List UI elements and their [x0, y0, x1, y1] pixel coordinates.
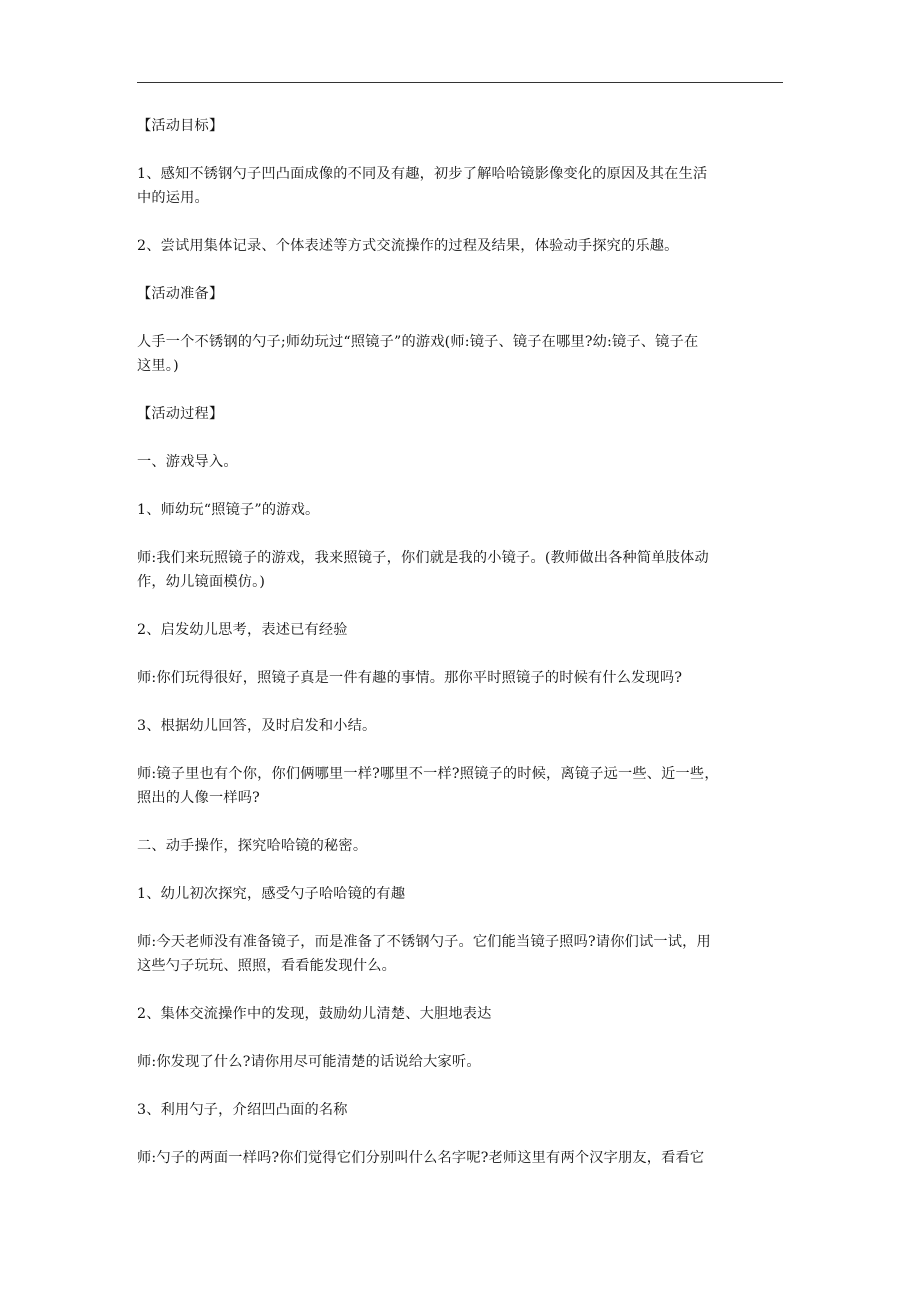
header-rule: [137, 82, 783, 83]
text-line: 2、启发幼儿思考，表述已有经验: [137, 622, 348, 638]
teacher-dialogue-1: [137, 546, 787, 594]
text-line: 这些勺子玩玩、照照，看看能发现什么。: [137, 958, 396, 974]
step-2-2: [137, 1002, 787, 1026]
preparation-text: [137, 330, 787, 378]
teacher-dialogue-4: [137, 930, 787, 978]
text-line: 作，幼儿镜面模仿。): [137, 574, 266, 590]
text-line: 3、根据幼儿回答，及时启发和小结。: [137, 718, 377, 734]
teacher-dialogue-5: [137, 1050, 787, 1074]
step-1-1: [137, 498, 787, 522]
heading-activity-preparation: [137, 282, 787, 306]
text-line: 师:今天老师没有准备镜子，而是准备了不锈钢勺子。它们能当镜子照吗?请你们试一试，用: [137, 934, 711, 950]
goal-item-2: [137, 234, 787, 258]
text-line: 二、动手操作，探究哈哈镜的秘密。: [137, 838, 368, 854]
step-2-1: [137, 882, 787, 906]
text-line: 人手一个不锈钢的勺子;师幼玩过“照镜子”的游戏(师:镜子、镜子在哪里?幼:镜子、镜子在: [137, 334, 699, 350]
text-line: 照出的人像一样吗?: [137, 790, 260, 806]
heading-activity-goals: [137, 114, 787, 138]
text-line: 师:你们玩得很好，照镜子真是一件有趣的事情。那你平时照镜子的时候有什么发现吗?: [137, 670, 683, 686]
text-line: 1、幼儿初次探究，感受勺子哈哈镜的有趣: [137, 886, 406, 902]
text-line: 【活动目标】: [137, 118, 224, 134]
step-1-2: [137, 618, 787, 642]
text-line: 一、游戏导入。: [137, 454, 238, 470]
text-line: 【活动准备】: [137, 286, 224, 302]
teacher-dialogue-3: [137, 762, 787, 810]
text-line: 2、集体交流操作中的发现，鼓励幼儿清楚、大胆地表达: [137, 1006, 492, 1022]
text-line: 3、利用勺子，介绍凹凸面的名称: [137, 1102, 348, 1118]
text-line: 中的运用。: [137, 190, 209, 206]
heading-activity-process: [137, 402, 787, 426]
section-1-title: [137, 450, 787, 474]
text-line: 师:我们来玩照镜子的游戏，我来照镜子，你们就是我的小镜子。(教师做出各种简单肢体动: [137, 550, 709, 566]
goal-item-1: [137, 162, 787, 210]
text-line: 【活动过程】: [137, 406, 224, 422]
text-line: 师:勺子的两面一样吗?你们觉得它们分别叫什么名字呢?老师这里有两个汉字朋友，看看它: [137, 1150, 705, 1166]
text-line: 师:你发现了什么?请你用尽可能清楚的话说给大家听。: [137, 1054, 481, 1070]
text-line: 师:镜子里也有个你，你们俩哪里一样?哪里不一样?照镜子的时候，离镜子远一些、近一些，: [137, 766, 719, 782]
text-line: 1、师幼玩“照镜子”的游戏。: [137, 502, 320, 518]
section-2-title: [137, 834, 787, 858]
step-1-3: [137, 714, 787, 738]
teacher-dialogue-2: [137, 666, 787, 690]
step-2-3: [137, 1098, 787, 1122]
text-line: 1、感知不锈钢勺子凹凸面成像的不同及有趣，初步了解哈哈镜影像变化的原因及其在生活: [137, 166, 708, 182]
text-line: 这里。): [137, 358, 179, 374]
teacher-dialogue-6: [137, 1146, 787, 1170]
text-line: 2、尝试用集体记录、个体表述等方式交流操作的过程及结果，体验动手探究的乐趣。: [137, 238, 679, 254]
